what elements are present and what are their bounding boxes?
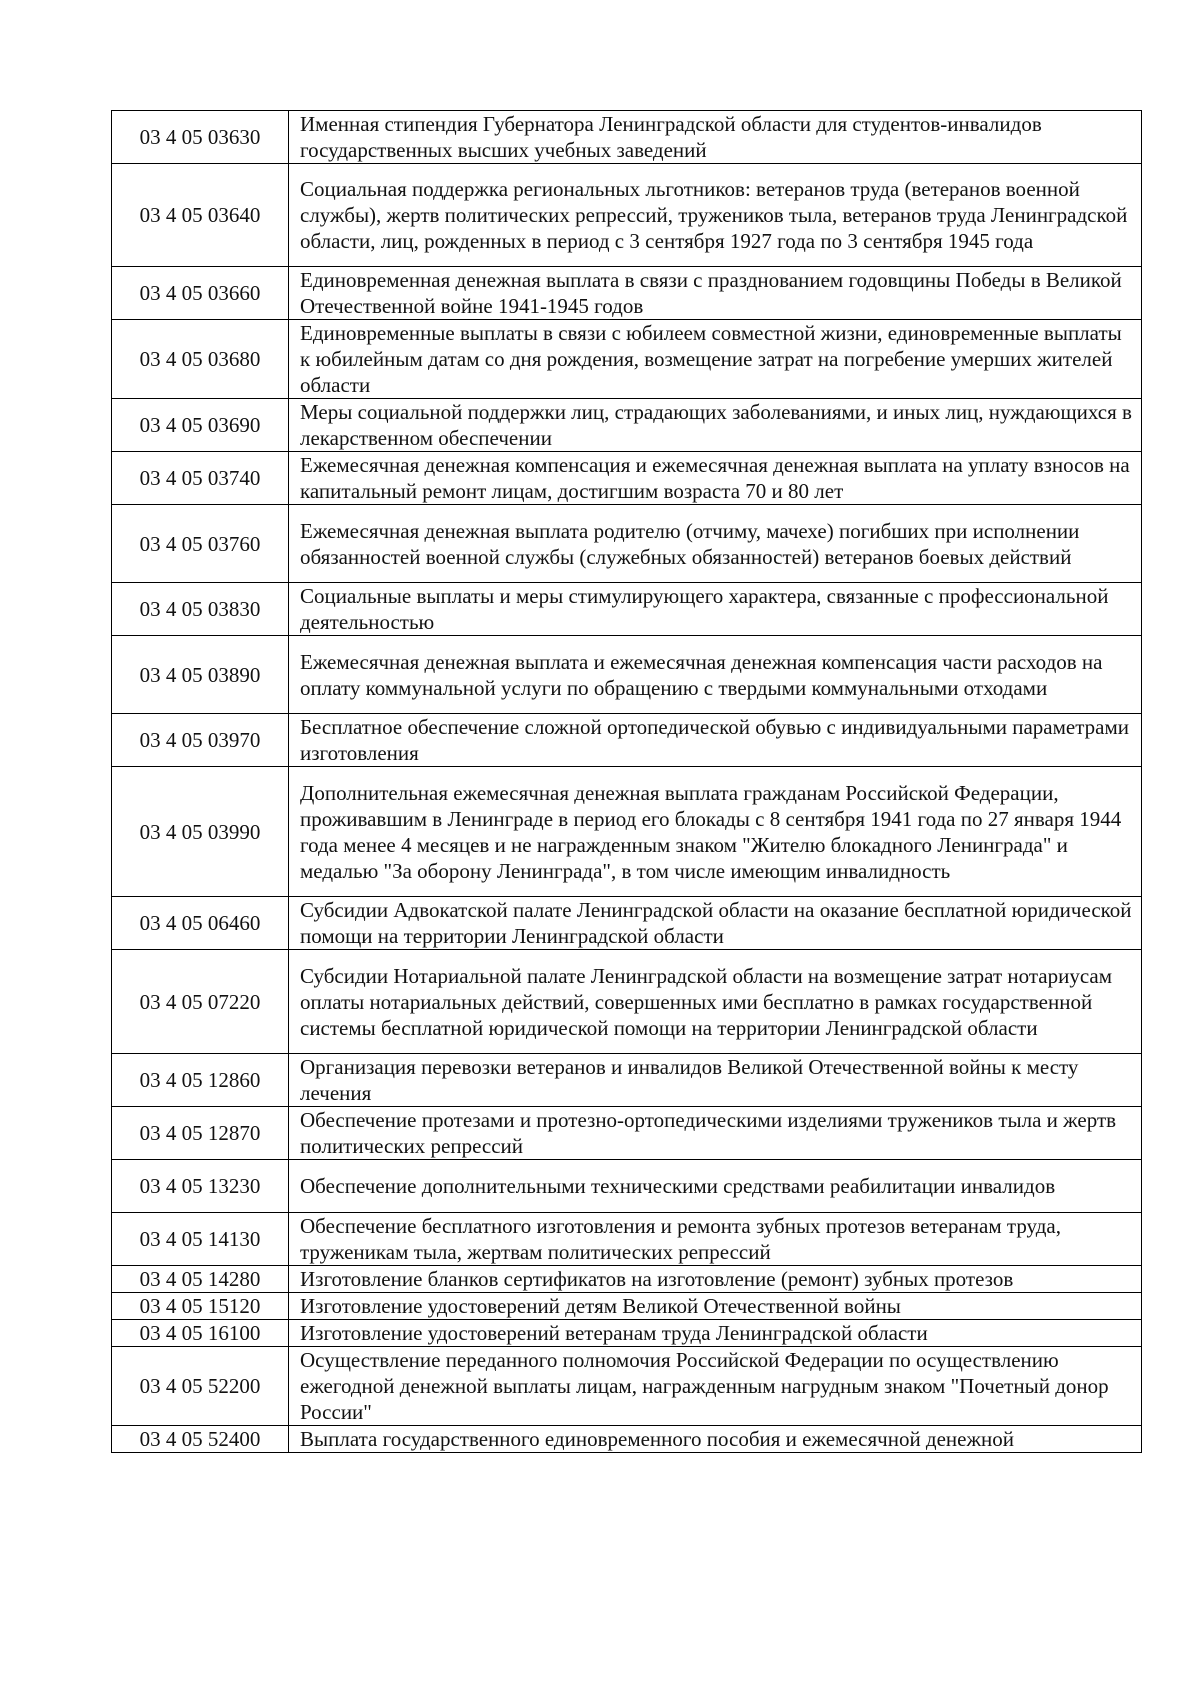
row-description: Ежемесячная денежная выплата родителю (отчиму, мачехе) погибших при исполнении обязанностей военной службы (служебных обязанностей) ветеранов боевых действий — [289, 505, 1142, 583]
row-description: Изготовление удостоверений ветеранам труда Ленинградской области — [289, 1320, 1142, 1347]
row-description: Социальные выплаты и меры стимулирующего характера, связанные с профессиональной деятельностью — [289, 583, 1142, 636]
row-code: 03 4 05 03690 — [112, 399, 289, 452]
table-row — [112, 1320, 1142, 1347]
table-row — [112, 714, 1142, 767]
row-code: 03 4 05 14130 — [112, 1213, 289, 1266]
row-code: 03 4 05 03830 — [112, 583, 289, 636]
row-description: Субсидии Нотариальной палате Ленинградской области на возмещение затрат нотариусам оплаты нотариальных действий, совершенных ими бесплатно в рамках государственной системы бесплатной юридической помощи на территории Ленинградской области — [289, 950, 1142, 1054]
row-code: 03 4 05 52200 — [112, 1347, 289, 1426]
table-row — [112, 897, 1142, 950]
row-code: 03 4 05 03890 — [112, 636, 289, 714]
table-row — [112, 1293, 1142, 1320]
table-row — [112, 1426, 1142, 1453]
row-description: Ежемесячная денежная выплата и ежемесячная денежная компенсация части расходов на оплату коммунальной услуги по обращению с твердыми коммунальными отходами — [289, 636, 1142, 714]
row-code: 03 4 05 12870 — [112, 1107, 289, 1160]
table-row — [112, 164, 1142, 267]
row-description: Ежемесячная денежная компенсация и ежемесячная денежная выплата на уплату взносов на капитальный ремонт лицам, достигшим возраста 70 и 80 лет — [289, 452, 1142, 505]
table-row — [112, 1054, 1142, 1107]
row-description: Организация перевозки ветеранов и инвалидов Великой Отечественной войны к месту лечения — [289, 1054, 1142, 1107]
table-row — [112, 111, 1142, 164]
table-row — [112, 1160, 1142, 1213]
row-code: 03 4 05 13230 — [112, 1160, 289, 1213]
row-code: 03 4 05 03970 — [112, 714, 289, 767]
budget-classification-table — [111, 110, 1142, 1453]
row-description: Выплата государственного единовременного пособия и ежемесячной денежной — [289, 1426, 1142, 1453]
row-description: Единовременные выплаты в связи с юбилеем совместной жизни, единовременные выплаты к юбилейным датам со дня рождения, возмещение затрат на погребение умерших жителей области — [289, 320, 1142, 399]
table-row — [112, 505, 1142, 583]
row-code: 03 4 05 03660 — [112, 267, 289, 320]
row-code: 03 4 05 03760 — [112, 505, 289, 583]
row-description: Меры социальной поддержки лиц, страдающих заболеваниями, и иных лиц, нуждающихся в лекарственном обеспечении — [289, 399, 1142, 452]
row-code: 03 4 05 06460 — [112, 897, 289, 950]
table-row — [112, 320, 1142, 399]
row-code: 03 4 05 12860 — [112, 1054, 289, 1107]
row-code: 03 4 05 07220 — [112, 950, 289, 1054]
row-description: Обеспечение бесплатного изготовления и ремонта зубных протезов ветеранам труда, труженикам тыла, жертвам политических репрессий — [289, 1213, 1142, 1266]
row-code: 03 4 05 14280 — [112, 1266, 289, 1293]
row-code: 03 4 05 15120 — [112, 1293, 289, 1320]
row-description: Субсидии Адвокатской палате Ленинградской области на оказание бесплатной юридической помощи на территории Ленинградской области — [289, 897, 1142, 950]
row-code: 03 4 05 16100 — [112, 1320, 289, 1347]
table-row — [112, 950, 1142, 1054]
row-description: Социальная поддержка региональных льготников: ветеранов труда (ветеранов военной службы), жертв политических репрессий, тружеников тыла, ветеранов труда Ленинградской области, лиц, рожденных в период с 3 сентября 1927 года по 3 сентября 1945 года — [289, 164, 1142, 267]
table-row — [112, 452, 1142, 505]
row-code: 03 4 05 03680 — [112, 320, 289, 399]
table-body — [112, 111, 1142, 1453]
row-description: Именная стипендия Губернатора Ленинградской области для студентов-инвалидов государственных высших учебных заведений — [289, 111, 1142, 164]
table-row — [112, 267, 1142, 320]
row-code: 03 4 05 03740 — [112, 452, 289, 505]
table-row — [112, 1347, 1142, 1426]
row-description: Обеспечение дополнительными техническими средствами реабилитации инвалидов — [289, 1160, 1142, 1213]
row-code: 03 4 05 03630 — [112, 111, 289, 164]
table-row — [112, 399, 1142, 452]
row-description: Бесплатное обеспечение сложной ортопедической обувью с индивидуальными параметрами изготовления — [289, 714, 1142, 767]
row-code: 03 4 05 03990 — [112, 767, 289, 897]
table-row — [112, 1213, 1142, 1266]
row-description: Дополнительная ежемесячная денежная выплата гражданам Российской Федерации, проживавшим в Ленинграде в период его блокады с 8 сентября 1941 года по 27 января 1944 года менее 4 месяцев и не награжденным знаком "Жителю блокадного Ленинграда" и медалью "За оборону Ленинграда", в том числе имеющим инвалидность — [289, 767, 1142, 897]
document-page — [111, 110, 1141, 1453]
row-description: Обеспечение протезами и протезно-ортопедическими изделиями тружеников тыла и жертв политических репрессий — [289, 1107, 1142, 1160]
table-row — [112, 636, 1142, 714]
table-row — [112, 1107, 1142, 1160]
row-description: Единовременная денежная выплата в связи с празднованием годовщины Победы в Великой Отечественной войне 1941-1945 годов — [289, 267, 1142, 320]
table-row — [112, 1266, 1142, 1293]
row-description: Изготовление удостоверений детям Великой Отечественной войны — [289, 1293, 1142, 1320]
table-row — [112, 767, 1142, 897]
table-row — [112, 583, 1142, 636]
row-description: Изготовление бланков сертификатов на изготовление (ремонт) зубных протезов — [289, 1266, 1142, 1293]
row-code: 03 4 05 03640 — [112, 164, 289, 267]
row-code: 03 4 05 52400 — [112, 1426, 289, 1453]
row-description: Осуществление переданного полномочия Российской Федерации по осуществлению ежегодной денежной выплаты лицам, награжденным нагрудным знаком "Почетный донор России" — [289, 1347, 1142, 1426]
